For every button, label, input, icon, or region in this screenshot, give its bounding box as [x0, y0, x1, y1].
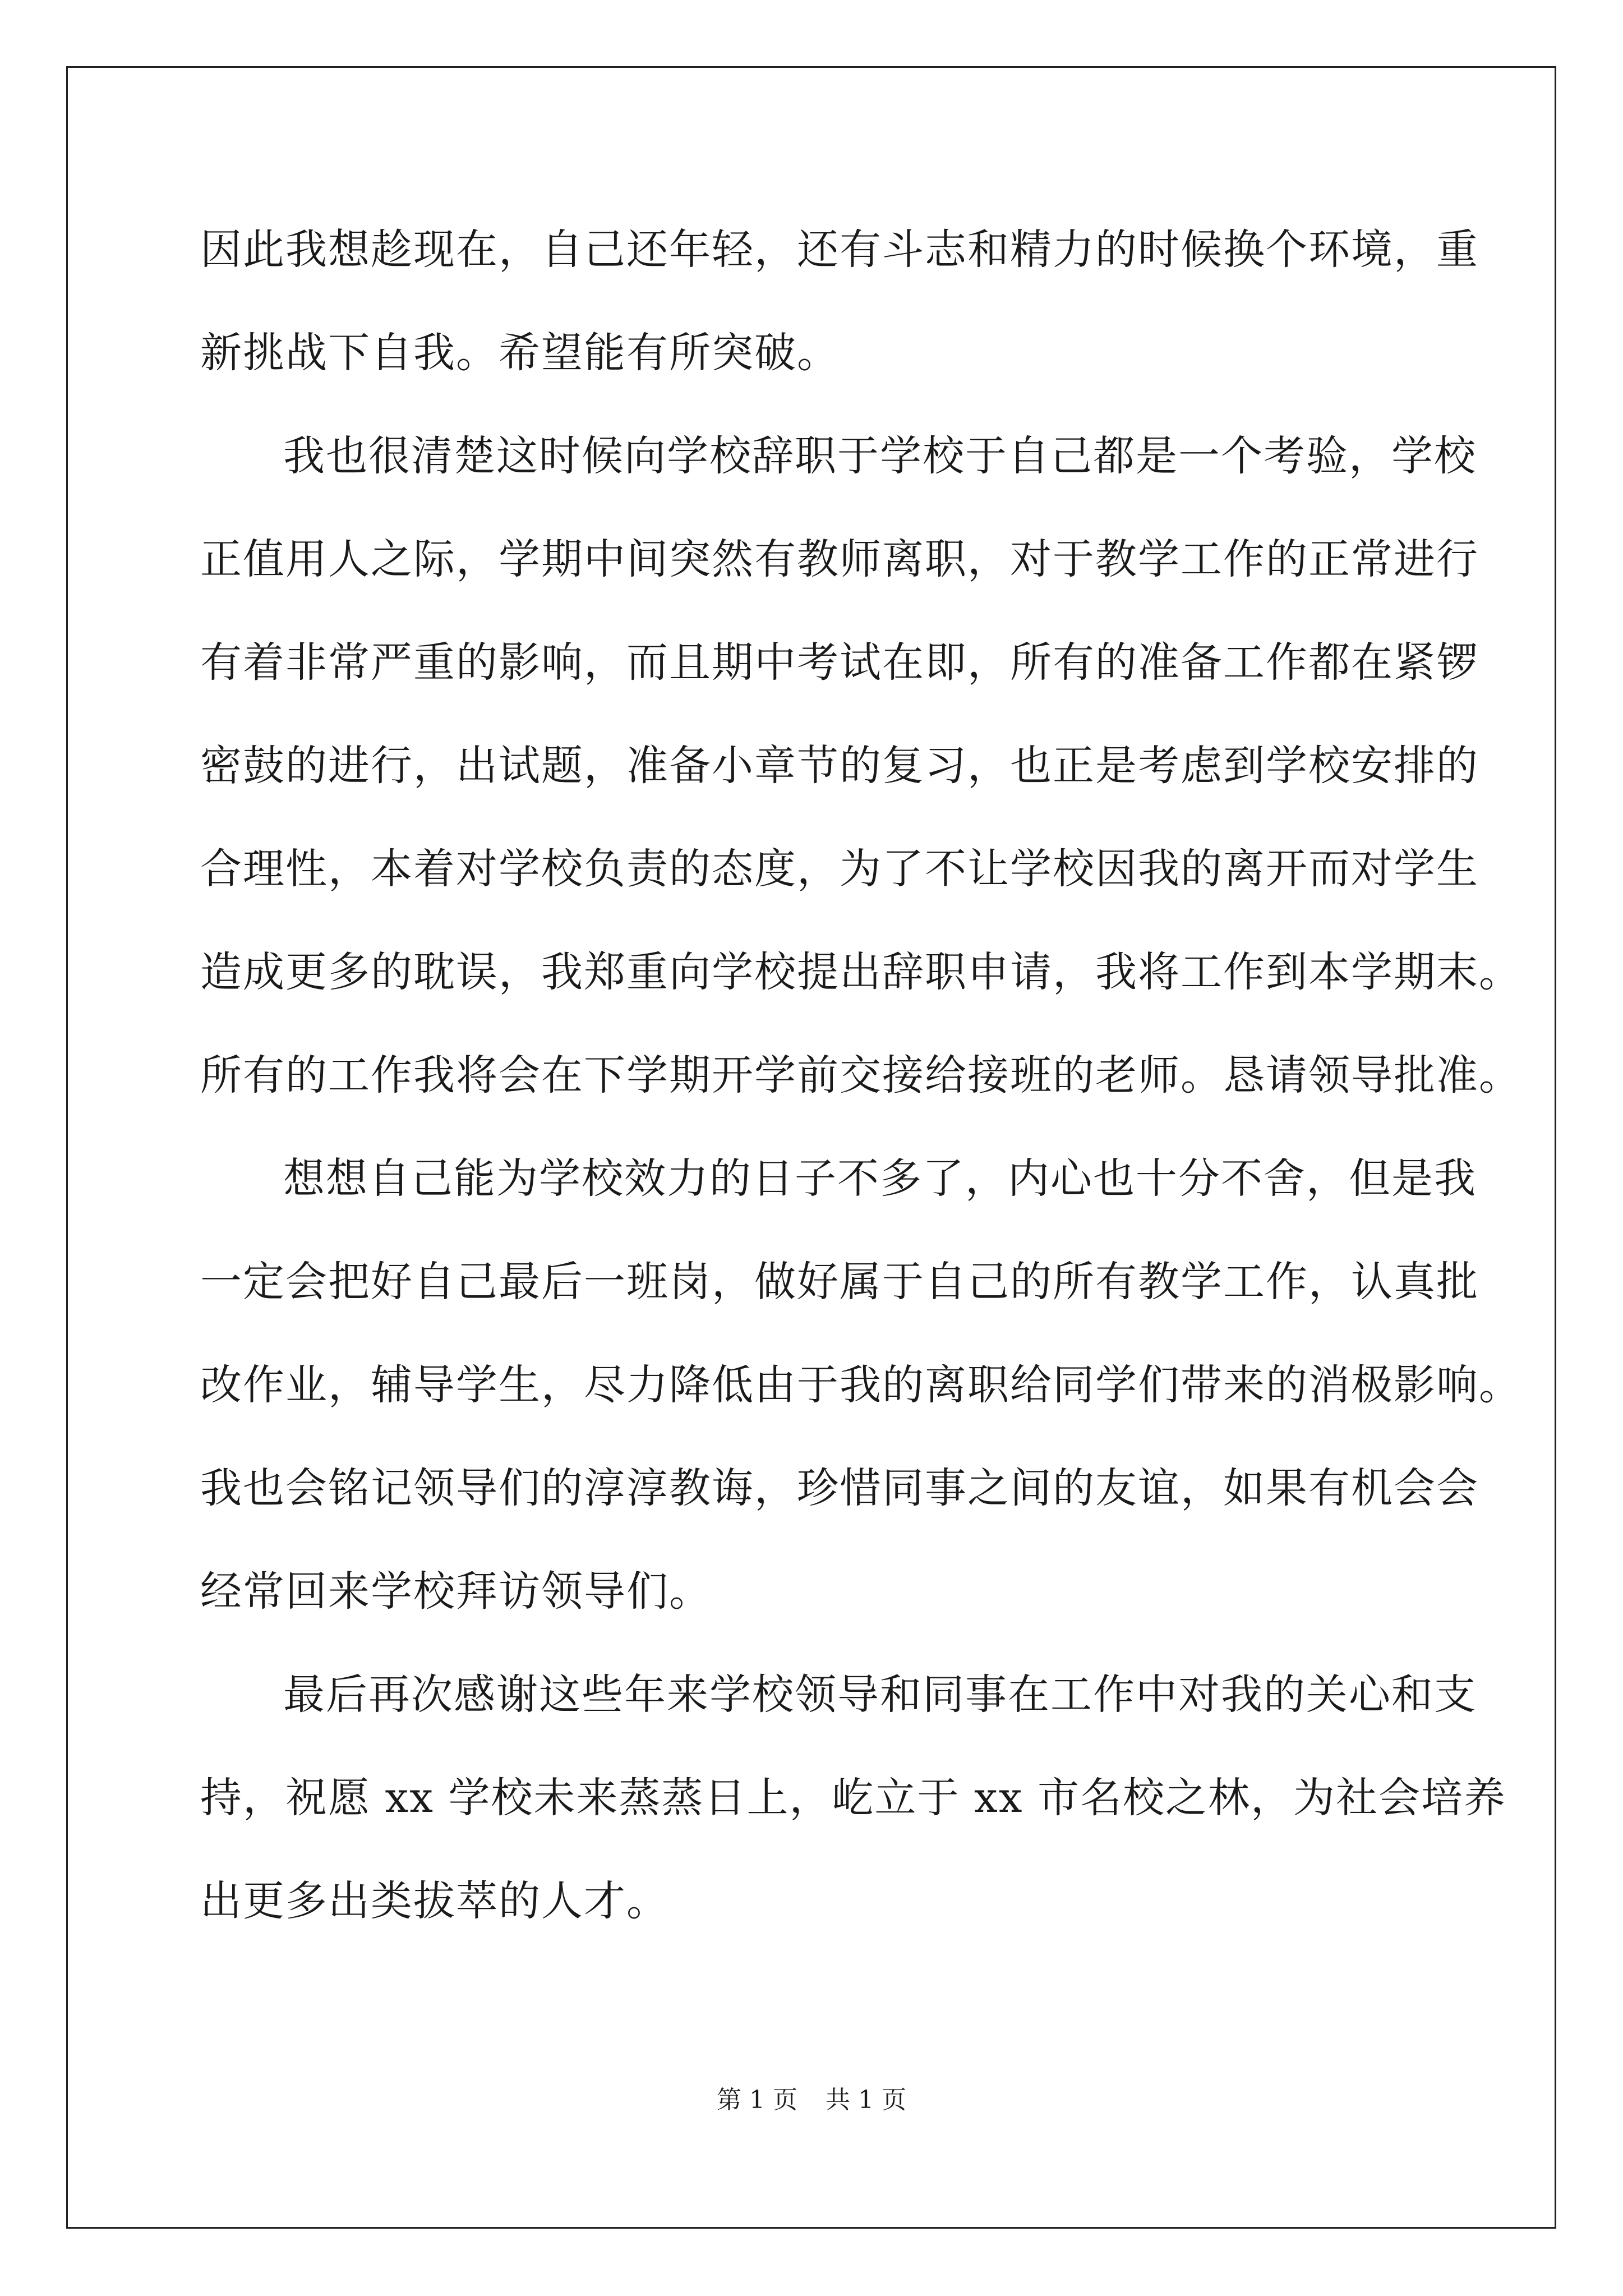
- text-line-11: 一定会把好自己最后一班岗，做好属于自己的所有教学工作，认真批: [200, 1258, 1479, 1306]
- page-number-current: 第 1 页: [717, 2086, 797, 2114]
- page-footer: [0, 2083, 1623, 2117]
- text-line-9: 所有的工作我将会在下学期开学前交接给接班的老师。恳请领导批准。: [200, 1051, 1521, 1099]
- text-line-5: 有着非常严重的影响，而且期中考试在即，所有的准备工作都在紧锣: [200, 638, 1479, 687]
- text-line-1: 因此我想趁现在，自己还年轻，还有斗志和精力的时候换个环境，重: [200, 226, 1479, 274]
- text-line-16: 持，祝愿 xx 学校未来蒸蒸日上，屹立于 xx 市名校之林，为社会培养: [200, 1774, 1507, 1822]
- text-line-8: 造成更多的耽误，我郑重向学校提出辞职申请，我将工作到本学期末。: [200, 948, 1521, 996]
- text-line-2: 新挑战下自我。希望能有所突破。: [200, 329, 840, 377]
- document-body: [200, 213, 1521, 1968]
- text-line-15: 最后再次感谢这些年来学校领导和同事在工作中对我的关心和支: [283, 1671, 1477, 1719]
- text-line-13: 我也会铭记领导们的淳淳教诲，珍惜同事之间的友谊，如果有机会会: [200, 1464, 1479, 1512]
- text-line-4: 正值用人之际，学期中间突然有教师离职，对于教学工作的正常进行: [200, 535, 1479, 583]
- text-line-3: 我也很清楚这时候向学校辞职于学校于自己都是一个考验，学校: [283, 432, 1477, 480]
- text-line-10: 想想自己能为学校效力的日子不多了，内心也十分不舍，但是我: [283, 1154, 1477, 1203]
- text-line-12: 改作业，辅导学生，尽力降低由于我的离职给同学们带来的消极影响。: [200, 1361, 1521, 1409]
- text-line-17: 出更多出类拔萃的人才。: [200, 1877, 669, 1925]
- page-number-total: 共 1 页: [826, 2086, 906, 2114]
- text-line-7: 合理性，本着对学校负责的态度，为了不让学校因我的离开而对学生: [200, 845, 1479, 893]
- text-line-14: 经常回来学校拜访领导们。: [200, 1567, 712, 1616]
- text-line-6: 密鼓的进行，出试题，准备小章节的复习，也正是考虑到学校安排的: [200, 742, 1479, 790]
